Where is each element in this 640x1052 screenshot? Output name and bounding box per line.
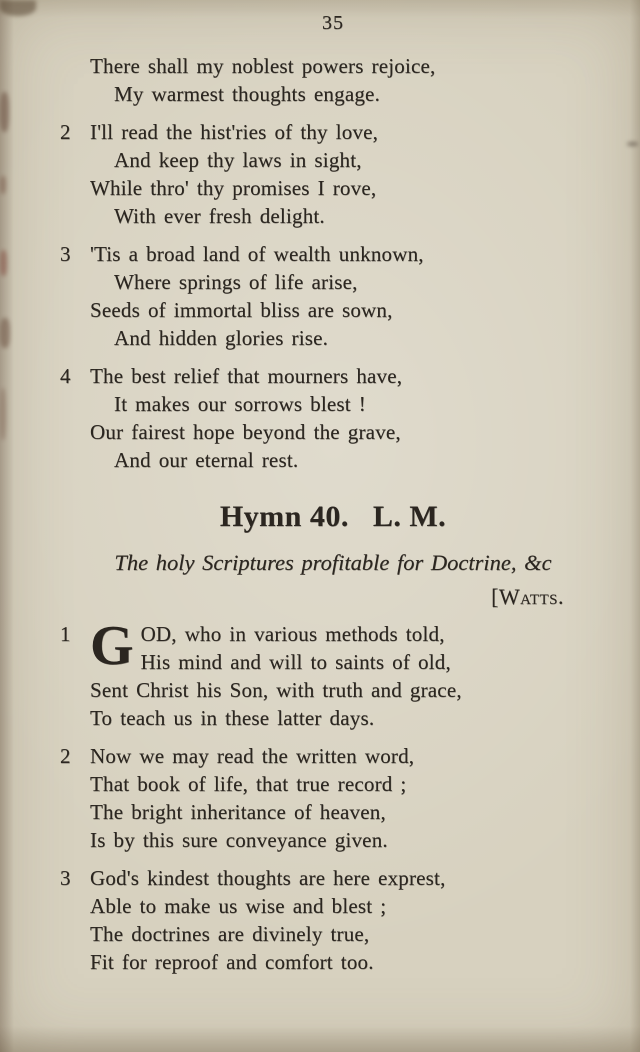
- verse-line: Fit for reproof and comfort too.: [90, 950, 374, 974]
- verse-line: Where springs of life arise,: [114, 270, 358, 294]
- verse-line: With ever fresh delight.: [114, 204, 325, 228]
- stanza: [60, 52, 606, 108]
- hymn-heading: Hymn 40. L. M.: [219, 500, 447, 533]
- stanza-lines: [90, 864, 606, 976]
- verse-line: His mind and will to saints of old,: [140, 650, 451, 674]
- scan-artifact: [0, 176, 6, 194]
- verse-line: God's kindest thoughts are here exprest,: [90, 866, 446, 890]
- stanza-number: 3: [60, 866, 71, 890]
- verse-line: The doctrines are divinely true,: [90, 922, 370, 946]
- verse-line: I'll read the hist'ries of thy love,: [90, 120, 379, 144]
- stanza: [60, 864, 606, 976]
- hymn-title: The holy Scriptures profitable for Doctrine, &c: [114, 550, 552, 575]
- verse-line: Our fairest hope beyond the grave,: [90, 420, 401, 444]
- stanza-lines: [90, 362, 606, 474]
- verse-line: That book of life, that true record ;: [90, 772, 407, 796]
- verse-line: 'Tis a broad land of wealth unknown,: [90, 242, 424, 266]
- verse-line: Now we may read the written word,: [90, 744, 415, 768]
- stanza-number: 3: [60, 242, 71, 266]
- scan-artifact: [627, 142, 638, 146]
- verse-line: Is by this sure conveyance given.: [90, 828, 388, 852]
- stanza-lines: [90, 52, 606, 108]
- page-content: [60, 8, 606, 986]
- verse-line: And our eternal rest.: [114, 448, 299, 472]
- verse-line: And hidden glories rise.: [114, 326, 329, 350]
- stanza-number: 2: [60, 744, 71, 768]
- verse-line: To teach us in these latter days.: [90, 706, 375, 730]
- scan-artifact: [0, 92, 9, 132]
- scan-artifact: [0, 318, 10, 348]
- stanza: [60, 240, 606, 352]
- hymn-attribution: [Watts.: [491, 584, 564, 609]
- stanza-lines: [90, 742, 606, 854]
- verse-line: The bright inheritance of heaven,: [90, 800, 386, 824]
- verse-line: It makes our sorrows blest !: [114, 392, 366, 416]
- stanza-number: 2: [60, 120, 71, 144]
- stanza-number: 1: [60, 622, 71, 646]
- stanza-lines: [90, 615, 606, 732]
- verse-line: Able to make us wise and blest ;: [90, 894, 387, 918]
- verse-line: OD, who in various methods told,: [140, 622, 445, 646]
- hymn-40-stanzas: [60, 615, 606, 976]
- verse-line: The best relief that mourners have,: [90, 364, 403, 388]
- drop-cap: G: [90, 615, 134, 677]
- stanza: [60, 362, 606, 474]
- stanza: [60, 118, 606, 230]
- stanza: [60, 742, 606, 854]
- stanza-lines: [90, 118, 606, 230]
- page-number: 35: [322, 12, 344, 34]
- stanza-lines: [90, 240, 606, 352]
- verse-line: While thro' thy promises I rove,: [90, 176, 377, 200]
- previous-hymn-stanzas: [60, 52, 606, 474]
- verse-line: Sent Christ his Son, with truth and grace,: [90, 678, 462, 702]
- scan-artifact: [0, 0, 36, 16]
- stanza-number: 4: [60, 364, 71, 388]
- verse-line: Seeds of immortal bliss are sown,: [90, 298, 393, 322]
- scan-artifact: [0, 250, 7, 276]
- stanza: [60, 615, 606, 732]
- verse-line: My warmest thoughts engage.: [114, 82, 381, 106]
- stanza-number: [60, 52, 90, 108]
- scan-artifact: [0, 388, 6, 440]
- verse-line: There shall my noblest powers rejoice,: [90, 54, 436, 78]
- verse-line: And keep thy laws in sight,: [114, 148, 362, 172]
